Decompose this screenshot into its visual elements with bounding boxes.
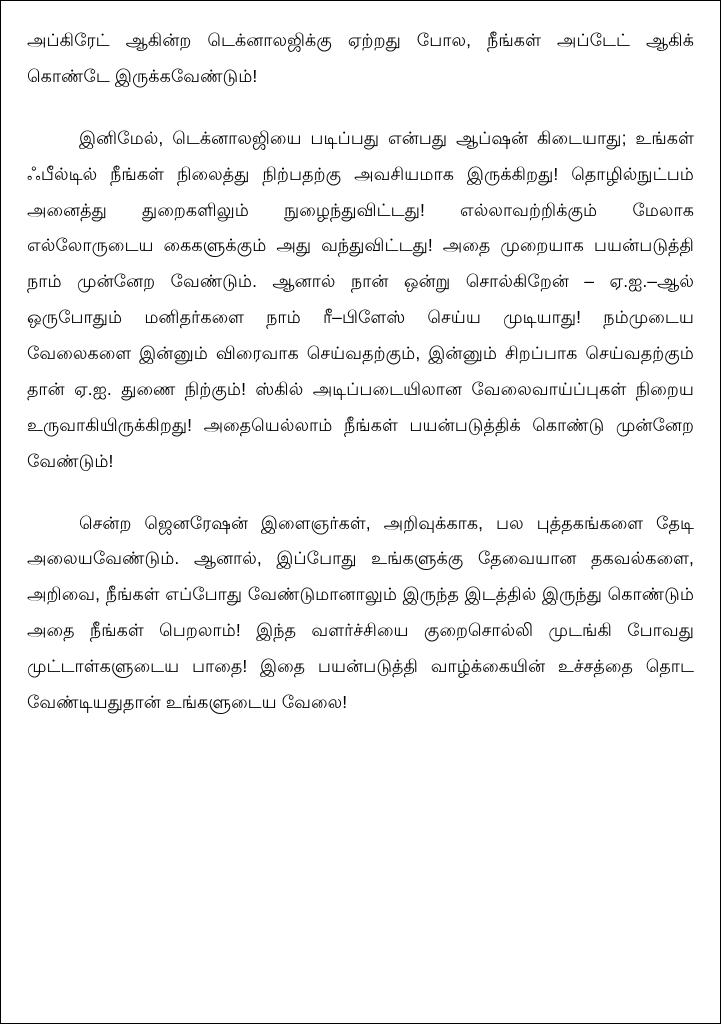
- paragraph-2: இனிமேல், டெக்னாலஜியை படிப்பது என்பது ஆப்ஷன் கிடையாது; உங்கள் ஃபீல்டில் நீங்கள் நிலைத்து நிற்பதற்கு அவசியமாக இருக்கிறது! தொழில்நுட்பம் அனைத்து துறைகளிலும் நுழைந்துவிட்டது! எல்லாவற்றிக்கும் மேலாக எல்லோருடைய கைகளுக்கும் அது வந்துவிட்டது! அதை முறையாக பயன்படுத்தி நாம் முன்னேற வேண்டும். ஆனால் நான் ஒன்று சொல்கிறேன் – ஏ.ஐ.–ஆல் ஒருபோதும் மனிதர்களை நாம் ரீ–பிளேஸ் செய்ய முடியாது! நம்முடைய வேலைகளை இன்னும் விரைவாக செய்வதற்கும், இன்னும் சிறப்பாக செய்வதற்கும் தான் ஏ.ஐ. துணை நிற்கும்! ஸ்கில் அடிப்படையிலான வேலைவாய்ப்புகள் நிறைய உருவாகியிருக்கிறது! அதையெல்லாம் நீங்கள் பயன்படுத்திக் கொண்டு முன்னேற வேண்டும்!: [27, 127, 694, 471]
- paragraph-3: சென்ற ஜெனரேஷன் இளைஞர்கள், அறிவுக்காக, பல புத்தகங்களை தேடி அலையவேண்டும். ஆனால், இப்போது உங்களுக்கு தேவையான தகவல்களை, அறிவை, நீங்கள் எப்போது வேண்டுமானாலும் இருந்த இடத்தில் இருந்து கொண்டும் அதை நீங்கள் பெறலாம்! இந்த வளர்ச்சியை குறைசொல்லி முடங்கி போவது முட்டாள்களுடைய பாதை! இதை பயன்படுத்தி வாழ்க்கையின் உச்சத்தை தொட வேண்டியதுதான் உங்களுடைய வேலை!: [27, 512, 694, 712]
- document-body: [27, 23, 694, 721]
- paragraph-1: அப்கிரேட் ஆகின்ற டெக்னாலஜிக்கு ஏற்றது போல, நீங்கள் அப்டேட் ஆகிக் கொண்டே இருக்கவேண்டும்!: [27, 30, 694, 86]
